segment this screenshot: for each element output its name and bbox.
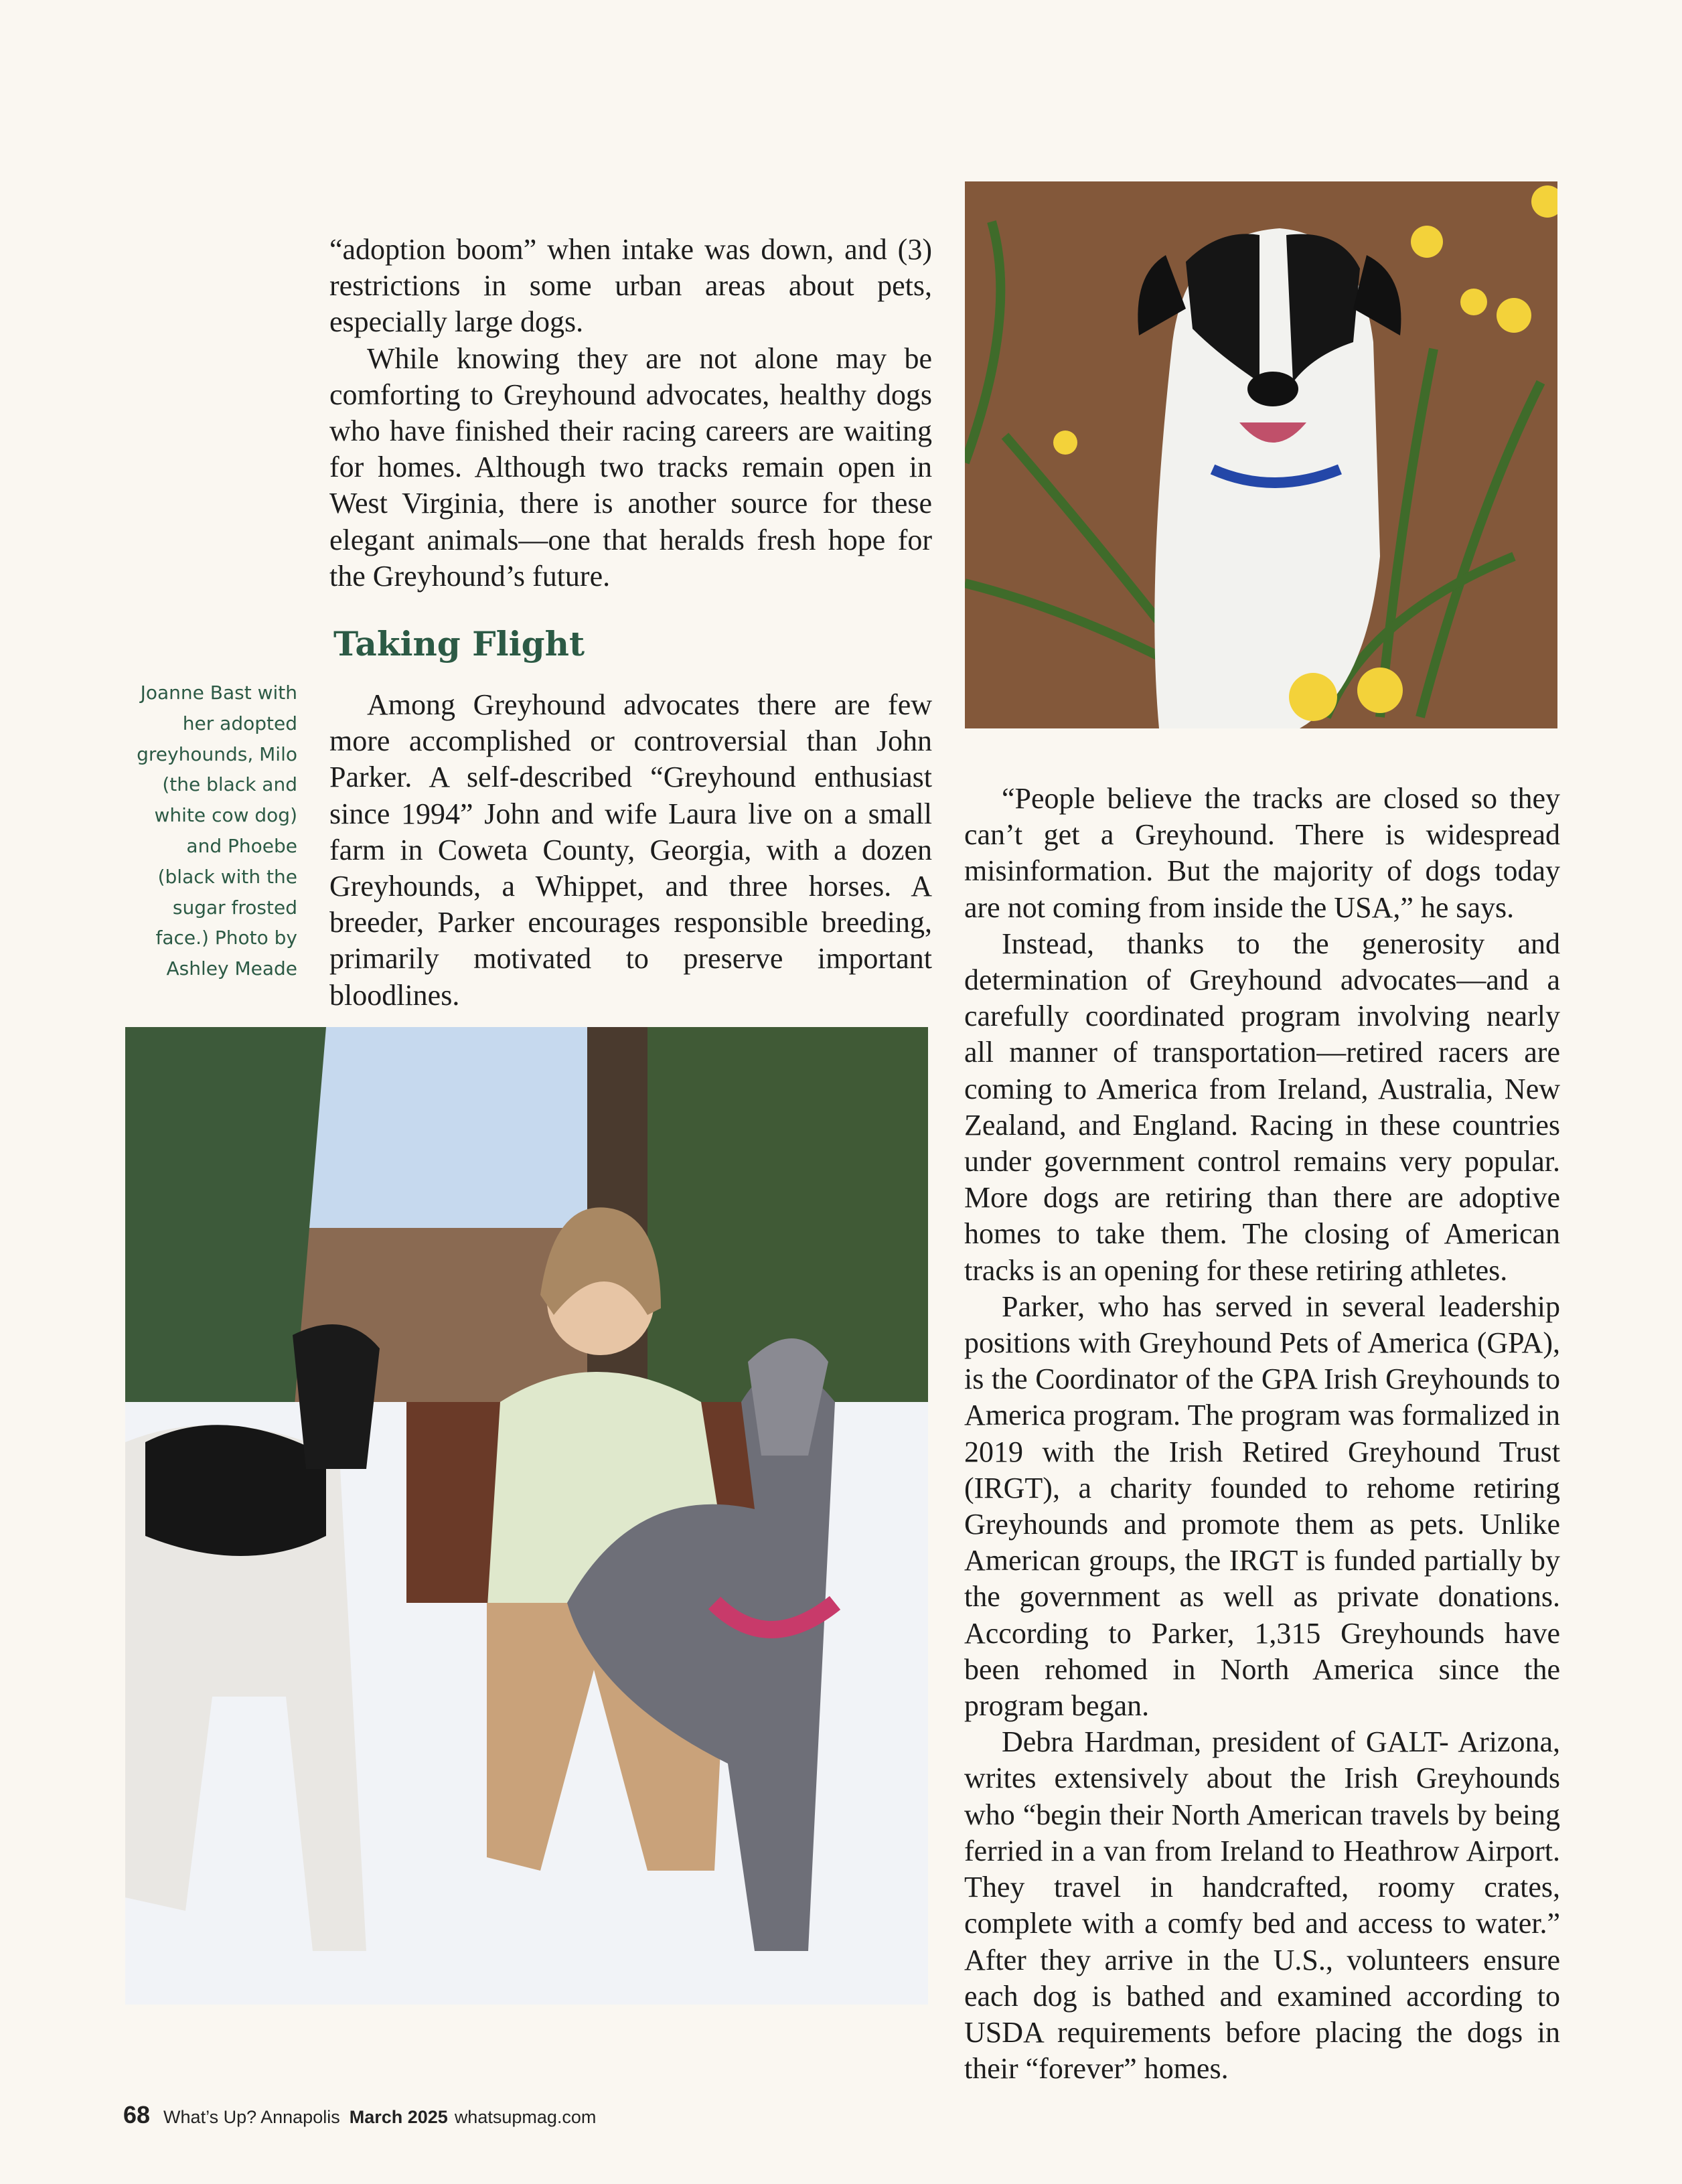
section-heading: Taking Flight — [333, 624, 585, 664]
photo-caption: Joanne Bast with her adopted greyhounds, Milo (the black and white cow dog) and Phoebe (black with the sugar frosted face.) Photo by Ashley Meade — [137, 682, 297, 980]
paragraph: Among Greyhound advocates there are few more accomplished or controversial than John Parker. A self-described “Greyhound enthusiast since 1994” John and wife Laura live on a small farm in Coweta County, Georgia, with a dozen Greyhounds, a Whippet, and three horses. A breeder, Parker encourages responsible breeding, primarily motivated to preserve important bloodlines. — [329, 688, 932, 1012]
right-article-column — [964, 781, 1560, 2087]
woman-with-greyhounds-photo — [125, 1027, 928, 2005]
page-footer — [123, 2101, 596, 2129]
paragraph: “People believe the tracks are closed so they can’t get a Greyhound. There is widespread misinformation. But the majority of dogs today are not coming from inside the USA,” he says. — [964, 782, 1560, 924]
website-link[interactable]: whatsupmag.com — [454, 2107, 597, 2127]
dog-daffodils-photo — [965, 181, 1557, 728]
page-number: 68 — [123, 2101, 151, 2128]
paragraph: Instead, thanks to the generosity and determination of Greyhound advocates—and a carefully coordinated program involving nearly all manner of transportation—retired racers are coming to America from Ireland, Australia, New Zealand, and England. Racing in these countries under government control remains very popular. More dogs are retiring than there are adoptive homes to take them. The closing of American tracks is an opening for these retiring athletes. — [964, 927, 1560, 1287]
left-article-column — [329, 232, 932, 1014]
paragraph: Parker, who has served in several leadership positions with Greyhound Pets of America (GPA), is the Coordinator of the GPA Irish Greyhounds to America program. The program was formalized in 2019 with the Irish Retired Greyhound Trust (IRGT), a charity founded to rehome retiring Greyhounds and promote them as pets. Unlike American groups, the IRGT is funded partially by the government as well as private donations. According to Parker, 1,315 Greyhounds have been rehomed in North America since the program began. — [964, 1290, 1560, 1723]
issue-date: March 2025 — [349, 2107, 448, 2127]
paragraph: While knowing they are not alone may be comforting to Greyhound advocates, healthy dogs who have finished their racing careers are waiting for homes. Although two tracks remain open in West Virginia, there is another source for these elegant animals—one that heralds fresh hope for the Greyhound’s future. — [329, 341, 932, 593]
paragraph: “adoption boom” when intake was down, and (3) restrictions in some urban areas about pets, especially large dogs. — [329, 233, 932, 339]
paragraph: Debra Hardman, president of GALT- Arizona, writes extensively about the Irish Greyhounds who “begin their North American travels by being ferried in a van from Ireland to Heathrow Airport. They travel in handcrafted, roomy crates, complete with a comfy bed and access to water.” After they arrive in the U.S., volunteers ensure each dog is bathed and examined according to USDA requirements before placing the dogs in their “forever” homes. — [964, 1725, 1560, 2086]
publication-name: What’s Up? Annapolis — [163, 2107, 340, 2127]
